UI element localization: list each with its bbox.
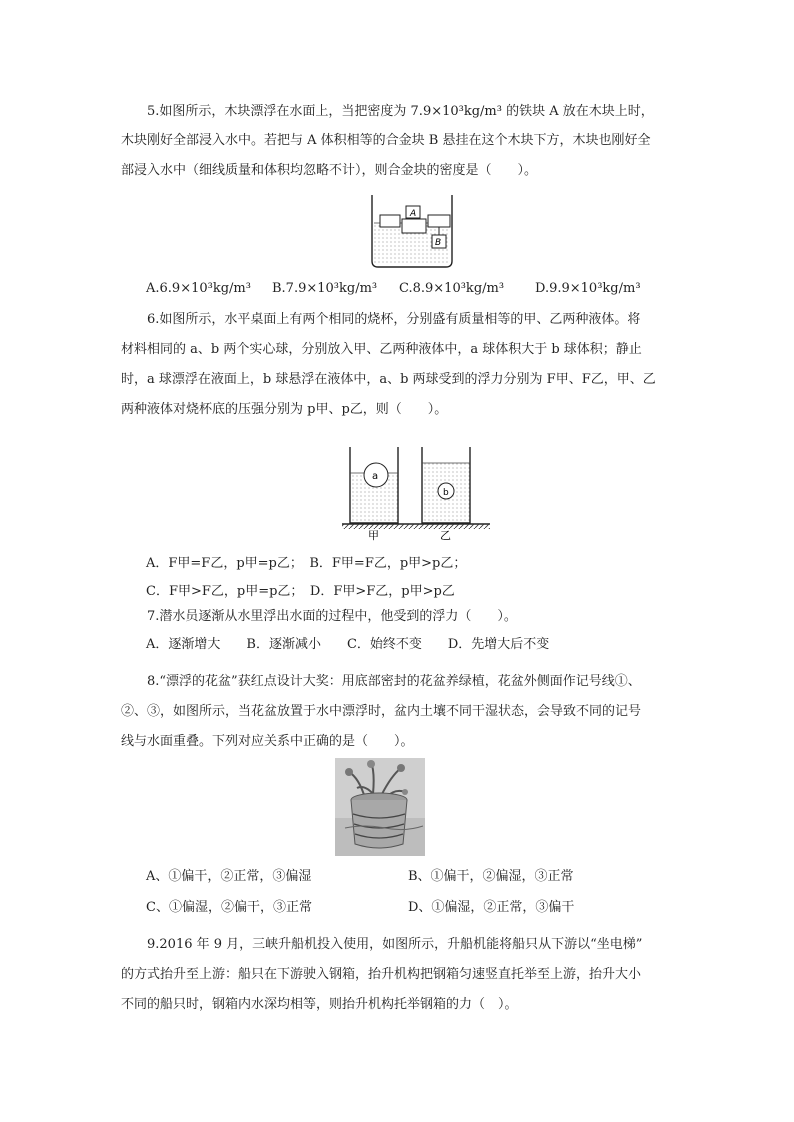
q5-figure-label-a: A — [410, 209, 417, 219]
q7-options: A．逐渐增大 B．逐渐减小 C．始终不变 D．先增大后不变 — [146, 637, 550, 652]
q9-line3: 不同的船只时，钢箱内水深均相等，则抬升机构托举钢箱的力（ ）。 — [121, 997, 518, 1012]
q6-line2: 材料相同的 a、b 两个实心球，分别放入甲、乙两种液体中，a 球体积大于 b 球体积；静止 — [121, 342, 642, 357]
q6-line3: 时，a 球漂浮在液面上，b 球悬浮在液体中，a、b 两球受到的浮力分别为 F甲、F乙，甲、乙 — [121, 372, 656, 387]
q5-line3: 部浸入水中（细线质量和体积均忽略不计），则合金块的密度是（ ）。 — [121, 163, 538, 178]
q6-figure-label-jia: 甲 — [368, 529, 379, 541]
q8-option-d: D、①偏湿，②正常，③偏干 — [408, 900, 575, 915]
q5-figure-beaker — [366, 193, 458, 269]
q6-figure-ball-b: b — [443, 488, 449, 498]
q5-option-a: A.6.9×10³kg/m³ — [146, 281, 251, 296]
q5-line1: 5.如图所示，木块漂浮在水面上，当把密度为 7.9×10³kg/m³ 的铁块 A 放在木块上时， — [147, 104, 654, 119]
q6-line1: 6.如图所示，水平桌面上有两个相同的烧杯，分别盛有质量相等的甲、乙两种液体。将 — [147, 312, 641, 327]
q6-options-ab: A．F甲=F乙，p甲=p乙； B．F甲=F乙，p甲>p乙； — [146, 556, 467, 571]
q6-figure-label-yi: 乙 — [440, 529, 451, 541]
q9-line1: 9.2016 年 9 月，三峡升船机投入使用，如图所示，升船机能将船只从下游以“坐电梯” — [147, 937, 643, 952]
q5-option-b: B.7.9×10³kg/m³ — [272, 281, 378, 296]
q5-figure-label-b: B — [435, 238, 442, 248]
q5-option-c: C.8.9×10³kg/m³ — [399, 281, 505, 296]
q7-line1: 7.潜水员逐渐从水里浮出水面的过程中，他受到的浮力（ ）。 — [147, 609, 517, 624]
q8-option-c: C、①偏湿，②偏干，③正常 — [146, 900, 312, 915]
q9-line2: 的方式抬升至上游：船只在下游驶入钢箱，抬升机构把钢箱匀速竖直托举至上游，抬升大小 — [121, 967, 642, 982]
q6-figure-beakers — [340, 443, 500, 541]
q8-option-a: A、①偏干，②正常，③偏湿 — [146, 869, 312, 884]
q8-figure-floating-pot-photo — [335, 758, 425, 856]
q6-figure-ball-a: a — [372, 471, 379, 482]
q5-line2: 木块刚好全部浸入水中。若把与 A 体积相等的合金块 B 悬挂在这个木块下方，木块也刚好全 — [121, 133, 651, 148]
q8-line1: 8.“漂浮的花盆”获红点设计大奖：用底部密封的花盆养绿植，花盆外侧面作记号线①、 — [147, 674, 641, 689]
q8-line2: ②、③，如图所示，当花盆放置于水中漂浮时，盆内土壤不同干湿状态，会导致不同的记号 — [121, 704, 642, 719]
q5-option-d: D.9.9×10³kg/m³ — [535, 281, 641, 296]
q8-option-b: B、①偏干，②偏湿，③正常 — [408, 869, 574, 884]
q6-line4: 两种液体对烧杯底的压强分别为 p甲、p乙，则（ ）。 — [121, 402, 448, 417]
q8-line3: 线与水面重叠。下列对应关系中正确的是（ ）。 — [121, 734, 414, 749]
q6-options-cd: C．F甲>F乙，p甲=p乙； D．F甲>F乙，p甲>p乙 — [146, 584, 455, 599]
